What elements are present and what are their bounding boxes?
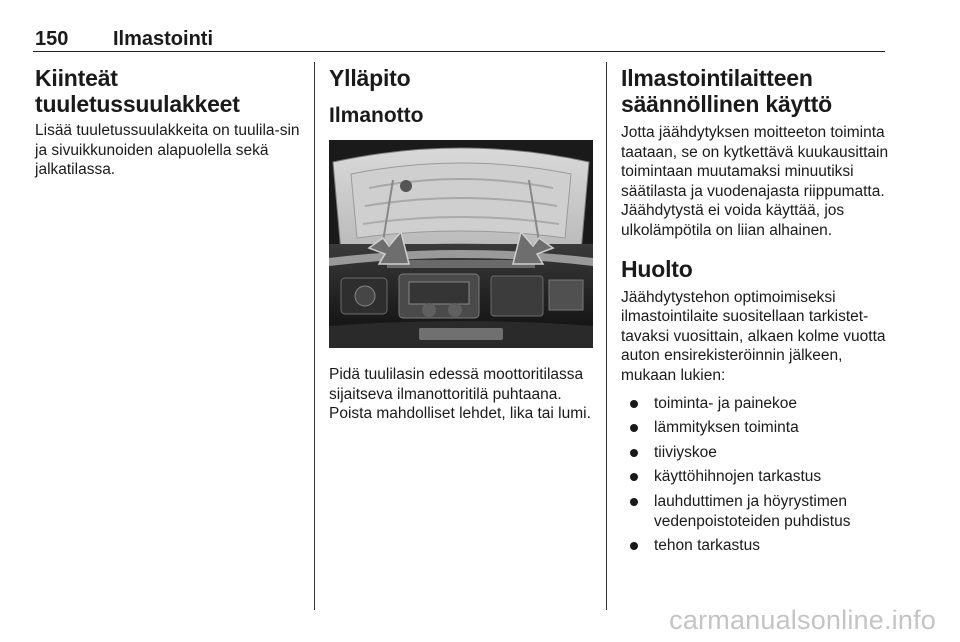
bullet-icon	[630, 542, 638, 550]
air-intake-text: Pidä tuulilasin edessä moottoritilassa sijaitseva ilmanottoritilä puhtaana. Poista mahdolliset lehdet, lika tai lumi.	[329, 366, 591, 423]
chapter-title: Ilmastointi	[113, 28, 214, 50]
list-item: käyttöhihnojen tarkastus	[621, 467, 891, 487]
bullet-icon	[630, 424, 638, 432]
section-heading-maintenance: Ylläpito	[329, 65, 411, 91]
header-rule	[33, 51, 885, 52]
bullet-icon	[630, 449, 638, 457]
section-heading-vents: Kiinteät tuuletussuulakkeet	[35, 65, 240, 117]
section-heading-regular-use: Ilmastointilaitteen säännöllinen käyttö	[621, 65, 832, 117]
column-middle	[329, 62, 593, 424]
page-number: 150	[35, 28, 69, 50]
bullet-icon	[630, 400, 638, 408]
list-item: tehon tarkastus	[621, 536, 891, 556]
engine-bay-photo	[329, 140, 593, 348]
list-item: tiiviyskoe	[621, 443, 891, 463]
list-item: lämmityksen toiminta	[621, 418, 891, 438]
list-item: lauhduttimen ja höyrystimen vedenpoistoteiden puhdistus	[621, 492, 891, 531]
service-checklist	[621, 394, 891, 556]
regular-use-text: Jotta jäähdytyksen moitteeton toiminta taataan, se on kytkettävä kuukausittain toimintaan muutamaksi minuutiksi säätilasta ja vuodenajasta riippumatta. Jäähdytystä ei voida käyttää, jos ulkolämpötila on liian alhainen.	[621, 124, 889, 239]
vents-text: Lisää tuuletussuulakkeita on tuulila-sin ja sivuikkunoiden alapuolella sekä jalkatilassa.	[35, 122, 300, 179]
bullet-icon	[630, 473, 638, 481]
watermark: carmanualsonline.info	[669, 605, 936, 635]
column-divider-2	[606, 62, 607, 610]
subheading-air-intake: Ilmanotto	[329, 104, 424, 127]
column-right	[621, 62, 891, 561]
column-divider-1	[314, 62, 315, 610]
column-left	[35, 62, 301, 180]
page-header	[33, 22, 885, 52]
section-heading-service: Huolto	[621, 255, 693, 282]
bullet-icon	[630, 498, 638, 506]
service-text: Jäähdytystehon optimoimiseksi ilmastointilaite suositellaan tarkistet-tavaksi vuosittain, alkaen kolme vuotta auton ensirekisteröinnin jälkeen, mukaan lukien:	[621, 288, 886, 384]
list-item: toiminta- ja painekoe	[621, 394, 891, 414]
